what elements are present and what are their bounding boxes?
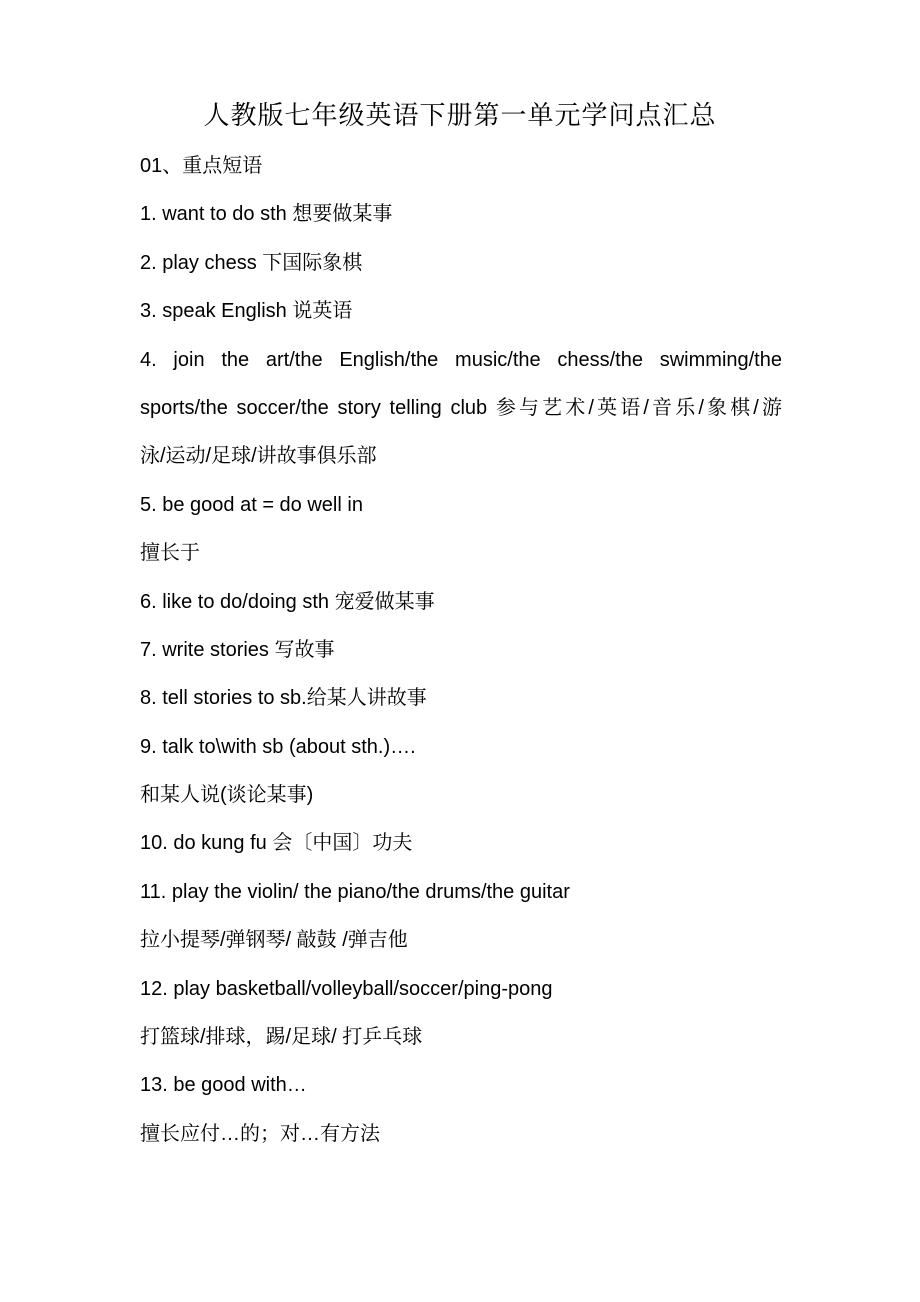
phrase-line: 5. be good at = do well in	[140, 493, 363, 516]
phrase-line: 擅长于	[140, 542, 200, 565]
phrase-line: 7. write stories 写故事	[140, 638, 335, 661]
phrase-line: 10. do kung fu 会〔中国〕功夫	[140, 832, 413, 855]
section-heading: 01、重点短语	[140, 155, 263, 177]
phrase-line: 9. talk to\with sb (about sth.)….	[140, 735, 416, 758]
phrase-line: 和某人说(谈论某事)	[140, 784, 314, 807]
phrase-line: 12. play basketball/volleyball/soccer/ping-pong	[140, 977, 553, 1000]
phrase-line: 擅长应付…的；对…有方法	[140, 1122, 380, 1145]
phrase-line: 11. play the violin/ the piano/the drums/the guitar	[140, 880, 570, 903]
phrase-line: 4. join the art/the English/the music/the chess/the swimming/the	[140, 348, 782, 371]
phrase-line: 6. like to do/doing sth 宠爱做某事	[140, 590, 435, 613]
document-title: 人教版七年级英语下册第一单元学问点汇总	[203, 101, 717, 131]
phrase-line: 1. want to do sth 想要做某事	[140, 203, 393, 226]
phrase-line: 2. play chess 下国际象棋	[140, 251, 363, 274]
phrase-line: sports/the soccer/the story telling club 参与艺术/英语/音乐/象棋/游	[140, 396, 782, 419]
phrase-line: 3. speak English 说英语	[140, 300, 353, 323]
document-body	[140, 142, 782, 1158]
phrase-line: 13. be good with…	[140, 1074, 307, 1097]
phrase-line: 拉小提琴/弹钢琴/ 敲鼓 /弹吉他	[140, 929, 408, 952]
phrase-line: 泳/运动/足球/讲故事俱乐部	[140, 445, 377, 468]
phrase-line: 8. tell stories to sb.给某人讲故事	[140, 687, 427, 710]
phrase-line: 打篮球/排球，踢/足球/ 打乒乓球	[140, 1026, 423, 1049]
